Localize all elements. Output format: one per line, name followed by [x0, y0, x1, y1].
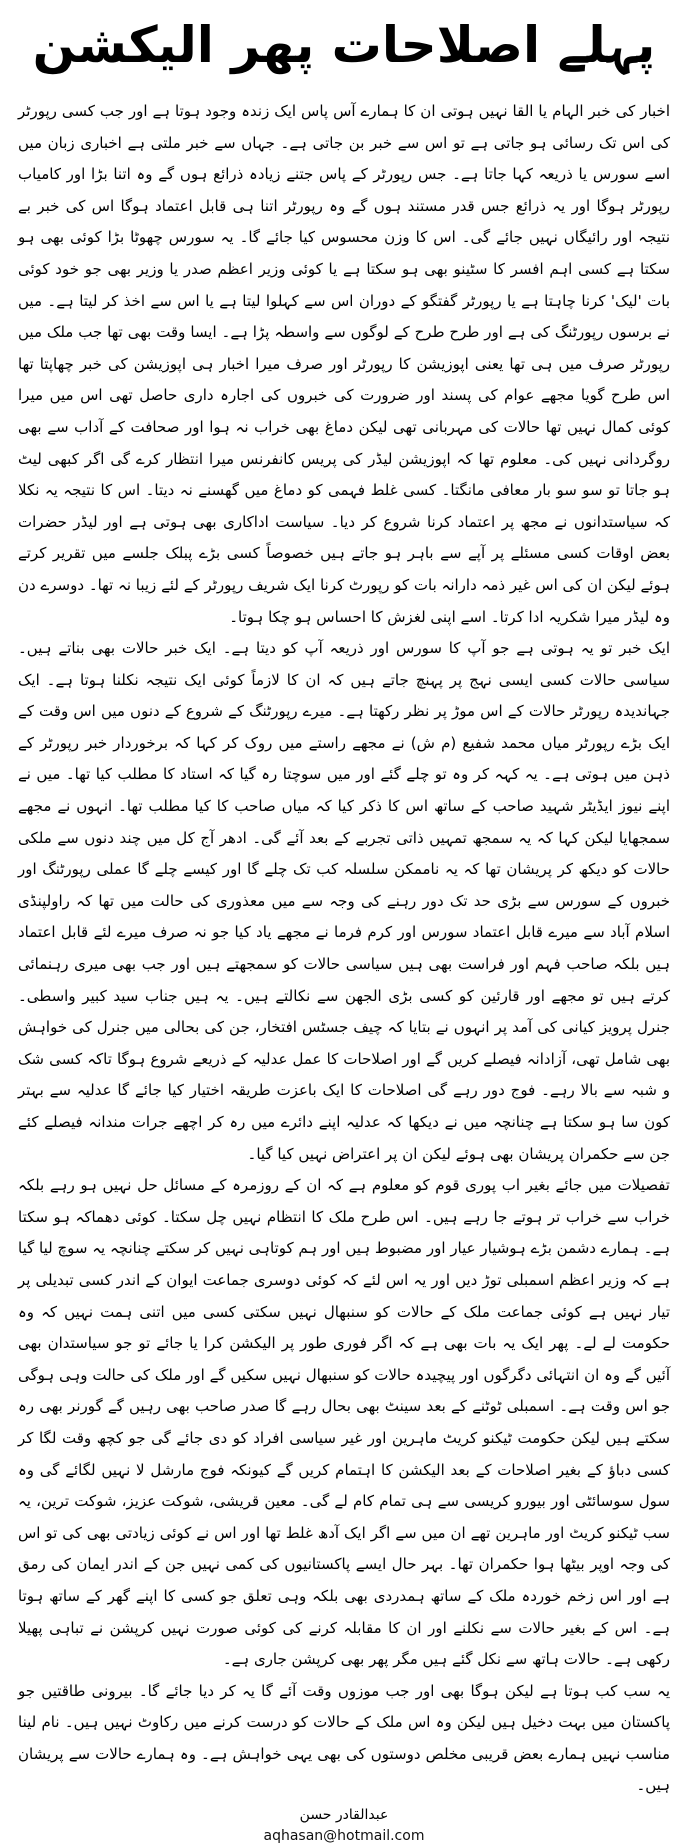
author-name: عبدالقادر حسن [299, 1807, 389, 1824]
paragraph: یہ سب کب ہوتا ہے لیکن ہوگا بھی اور جب موزوں وقت آئے گا یہ کر دیا جائے گا۔ بیرونی طاقتیں جو پاکستان میں بہت دخیل ہیں لیکن وہ اس ملک کے حالات کو درست کرنے میں رکاوٹ نہیں ہیں۔ نام لینا مناسب نہیں ہمارے بعض قریبی مخلص دوستوں کی بھی یہی خواہش ہے۔ وہ ہمارے حالات سے پریشان ہیں۔ [18, 1681, 670, 1795]
article-body [18, 96, 670, 1802]
paragraph: تفصیلات میں جائے بغیر اب پوری قوم کو معلوم ہے کہ ان کے روزمرہ کے مسائل حل نہیں ہو رہے بلکہ خراب سے خراب تر ہوتے جا رہے ہیں۔ اس طرح ملک کا انتظام نہیں چل سکتا۔ کوئی دھماکہ ہو سکتا ہے۔ ہمارے دشمن بڑے ہوشیار عیار اور مضبوط ہیں اور ہم کوتاہی نہیں کر سکتے چنانچہ یہ سوچ لیا گیا ہے کہ وزیر اعظم اسمبلی توڑ دیں اور یہ اس لئے کہ کوئی دوسری جماعت ایوان کے اندر کسی تبدیلی پر تیار نہیں ہے کوئی جماعت ملک کے حالات کو سنبھال نہیں سکتی کسی میں اتنی ہمت نہیں کہ وہ حکومت لے لے۔ پھر ایک یہ بات بھی ہے کہ اگر فوری طور پر الیکشن کرا یا جائے تو جو سیاستدان بھی آئیں گے وہ ان انتہائی دگرگوں اور پیچیدہ حالات کو سنبھال نہیں سکیں گے اور ملک کی حالت وہی ہوگی جو اس وقت ہے۔ اسمبلی ٹوٹنے کے بعد سینٹ بھی بحال رہے گا صدر صاحب بھی رہیں گے گورنر بھی رہ سکتے ہیں لیکن حکومت ٹیکنو کریٹ ماہرین اور غیر سیاسی افراد کو دی جائے گی جو کچھ وقت لگا کر کسی دباؤ کے بغیر اصلاحات کے بعد الیکشن کا اہتمام کریں گے کیونکہ فوج مارشل لا نہیں لگائے گی وہ سول سوسائٹی اور بیورو کریسی سے ہی تمام کام لے گی۔ معین قریشی، شوکت عزیز، شوکت ترین، یہ سب ٹیکنو کریٹ اور ماہرین تھے ان میں سے اگر ایک آدھ غلط تھا اور اس نے کوئی زیادتی بھی کی تو اس کی وجہ اوپر بیٹھا ہوا حکمران تھا۔ بہر حال ایسے پاکستانیوں کی کمی نہیں جن کے اندر ایمان کی رمق ہے اور اس زخم خوردہ ملک کے ساتھ ہمدردی بھی بلکہ وہی تعلق جو کسی کا اپنے گھر کے ساتھ ہوتا ہے۔ اس کے بغیر حالات سے نکلنے اور ان کا مقابلہ کرنے کی کوئی صورت نہیں کرپشن نے تباہی پھیلا رکھی ہے۔ حالات ہاتھ سے نکل گئے ہیں مگر پھر بھی کرپشن جاری ہے۔ [18, 1176, 670, 1669]
headline: پہلے اصلاحات پھر الیکشن [32, 16, 656, 74]
paragraph: ایک خبر تو یہ ہوتی ہے جو آپ کا سورس اور ذریعہ آپ کو دیتا ہے۔ ایک خبر حالات بھی بناتے ہیں۔ سیاسی حالات کسی ایسی نہج پر پہنچ جاتے ہیں کہ ان کا لازماً کوئی ایک نتیجہ نکلنا ہوتا ہے۔ ایک جہاندیدہ رپورٹر حالات کے اس موڑ پر نظر رکھتا ہے۔ میرے رپورٹنگ کے شروع کے دنوں میں اس وقت کے ایک بڑے رپورٹر میاں محمد شفیع (م ش) نے مجھے راستے میں روک کر کہا کہ برخوردار خبر رپورٹر کے ذہن میں ہوتی ہے۔ یہ کہہ کر وہ تو چلے گئے اور میں سوچتا رہ گیا کہ استاد کا مطلب کیا تھا۔ میں نے اپنے نیوز ایڈیٹر شہید صاحب کے ساتھ اس کا ذکر کیا کہ میاں صاحب کا کیا مطلب تھا۔ انہوں نے مجھے سمجھایا لیکن کہا کہ یہ سمجھ تمہیں ذاتی تجربے کے بعد آئے گی۔ ادھر آج کل میں چند دنوں سے ملکی حالات کو دیکھ کر پریشان تھا کہ یہ ناممکن سلسلہ کب تک چلے گا اور کیسے چلے گا عملی رپورٹنگ اور خبروں کے سورس سے بڑی حد تک دور رہنے کی وجہ سے میں معذوری کی حالت میں تھا کہ راولپنڈی اسلام آباد سے میرے قابل اعتماد سورس اور کرم فرما نے مجھے یاد کیا جو نہ صرف میرے لئے قابل اعتماد ہیں بلکہ صاحب فہم اور فراست بھی ہیں سیاسی حالات کو سمجھتے ہیں اور جب بھی میری رہنمائی کرتے ہیں تو مجھے اور قارئین کو کسی بڑی الجھن سے نکالتے ہیں۔ یہ ہیں جناب سید کبیر واسطی۔ جنرل پرویز کیانی کی آمد پر انہوں نے بتایا کہ چیف جسٹس افتخار، جن کی بحالی میں جنرل کی خواہش بھی شامل تھی، آزادانہ فیصلے کریں گے اور اصلاحات کا عمل عدلیہ کے ذریعے شروع ہوگا تاکہ کسی شک و شبہ سے بالا رہے۔ فوج دور رہے گی اصلاحات کا ایک باعزت طریقہ اختیار کیا جائے گا عدلیہ سے بہتر کون سا ہو سکتا ہے چنانچہ میں نے دیکھا کہ عدلیہ اپنے دائرے میں رہ کر اچھے جرات مندانہ فیصلے کئے جن سے حکمران پریشان بھی ہوئے لیکن ان پر اعتراض نہیں کیا گیا۔ [18, 639, 670, 1163]
author-email: aqhasan@hotmail.com [263, 1828, 425, 1845]
paragraph: اخبار کی خبر الہام یا القا نہیں ہوتی ان کا ہمارے آس پاس ایک زندہ وجود ہوتا ہے اور جب کسی رپورٹر کی اس تک رسائی ہو جاتی ہے تو اس سے خبر بن جاتی ہے۔ جہاں سے خبر ملتی ہے اخباری زبان میں اسے سورس یا ذریعہ کہا جاتا ہے۔ جس رپورٹر کے پاس جتنے زیادہ ذرائع ہوں گے وہ اتنا بڑا اور کامیاب رپورٹر ہوگا اور یہ ذرائع جس قدر مستند ہوں گے وہ رپورٹر اتنا ہی قابل اعتماد ہوگا اس کی خبر بے نتیجہ اور رائیگاں نہیں جائے گی۔ اس کا وزن محسوس کیا جائے گا۔ یہ سورس چھوٹا بڑا کوئی بھی ہو سکتا ہے کسی اہم افسر کا سٹینو بھی ہو سکتا ہے یا کوئی وزیر اعظم صدر یا وزیر بھی جو خود کوئی بات 'لیک' کرنا چاہتا ہے یا رپورٹر گفتگو کے دوران اس سے کہلوا لیتا ہے یا اس سے اخذ کر لیتا ہے۔ میں نے برسوں رپورٹنگ کی ہے اور طرح طرح کے لوگوں سے واسطہ پڑا ہے۔ ایسا وقت بھی تھا جب ملک میں رپورٹر صرف میں ہی تھا یعنی اپوزیشن کا رپورٹر اور صرف میرا اخبار ہی اپوزیشن کی خبر چھاپتا تھا اس طرح گویا مجھے عوام کی پسند اور ضرورت کی خبروں کی اجارہ داری حاصل تھی اس میں میرا کوئی کمال نہیں تھا حالات کی مہربانی تھی لیکن دماغ بھی خراب نہ ہوا اور صحافت کے آداب سے بھی روگردانی نہیں کی۔ معلوم تھا کہ اپوزیشن لیڈر کی پریس کانفرنس میرا انتظار کرے گی اگر کبھی لیٹ ہو جاتا تو سو سو بار معافی مانگتا۔ کسی غلط فہمی کو دماغ میں گھسنے نہ دیتا۔ اس کا نتیجہ یہ نکلا کہ سیاستدانوں نے مجھ پر اعتماد کرنا شروع کر دیا۔ سیاست اداکاری بھی ہوتی ہے اور لیڈر حضرات بعض اوقات کسی مسئلے پر آپے سے باہر ہو جاتے ہیں خصوصاً کسی بڑے پبلک جلسے میں تقریر کرتے ہوئے لیکن ان کی اس غیر ذمہ دارانہ بات کو رپورٹ کرنا ایک شریف رپورٹر کے لئے زیبا نہ تھا۔ دوسرے دن وہ لیڈر میرا شکریہ ادا کرتا۔ اسے اپنی لغزش کا احساس ہو چکا ہوتا۔ [18, 102, 670, 626]
